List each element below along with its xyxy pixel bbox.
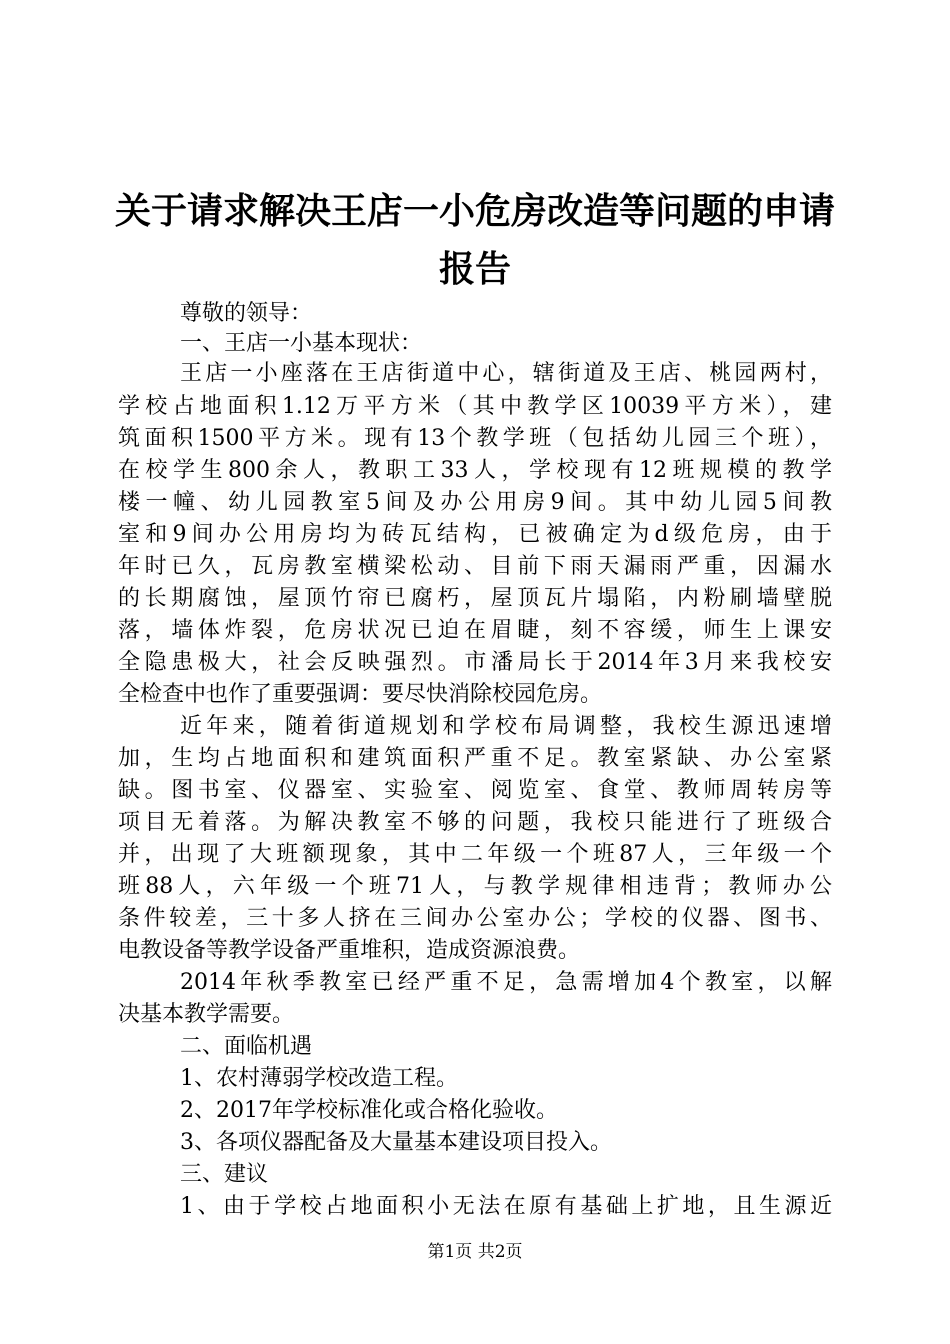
paragraph-line: 落，墙体炸裂，危房状况已迫在眉睫，刻不容缓，师生上课安 bbox=[118, 618, 832, 643]
paragraph-line: 王店一小座落在王店街道中心，辖街道及王店、桃园两村， bbox=[180, 361, 832, 386]
paragraph-line: 全检查中也作了重要强调：要尽快消除校园危房。 bbox=[118, 682, 603, 707]
section-heading-1: 一、王店一小基本现状： bbox=[180, 331, 423, 356]
paragraph-line: 并，出现了大班额现象，其中二年级一个班87人，三年级一个 bbox=[118, 842, 832, 867]
paragraph-line: 缺。图书室、仪器室、实验室、阅览室、食堂、教师周转房等 bbox=[118, 778, 832, 803]
paragraph-line: 项目无着落。为解决教室不够的问题，我校只能进行了班级合 bbox=[118, 810, 832, 835]
paragraph-line: 室和9间办公用房均为砖瓦结构，已被确定为d级危房，由于 bbox=[118, 522, 832, 547]
paragraph-line: 2014年秋季教室已经严重不足，急需增加4个教室，以解 bbox=[180, 970, 832, 995]
paragraph-line: 学校占地面积1.12万平方米（其中教学区10039平方米），建 bbox=[118, 394, 832, 419]
list-item: 1、由于学校占地面积小无法在原有基础上扩地，且生源近 bbox=[180, 1194, 832, 1219]
paragraph-line: 近年来，随着街道规划和学校布局调整，我校生源迅速增 bbox=[180, 714, 832, 739]
paragraph-line: 全隐患极大，社会反映强烈。市潘局长于2014年3月来我校安 bbox=[118, 650, 832, 675]
section-heading-2: 二、面临机遇 bbox=[180, 1034, 313, 1059]
paragraph-line: 条件较差，三十多人挤在三间办公室办公；学校的仪器、图书、 bbox=[118, 906, 832, 931]
salutation: 尊敬的领导： bbox=[180, 301, 313, 326]
document-title-line-1: 关于请求解决王店一小危房改造等问题的申请 bbox=[114, 191, 835, 232]
page-footer: 第1页 共2页 bbox=[427, 1242, 523, 1262]
paragraph-line: 班88人，六年级一个班71人，与教学规律相违背；教师办公 bbox=[118, 874, 832, 899]
paragraph-line: 在校学生800余人，教职工33人，学校现有12班规模的教学 bbox=[118, 458, 832, 483]
paragraph-line: 年时已久，瓦房教室横梁松动、目前下雨天漏雨严重，因漏水 bbox=[118, 554, 832, 579]
document-title-line-2: 报告 bbox=[438, 249, 511, 290]
list-item: 1、农村薄弱学校改造工程。 bbox=[180, 1066, 458, 1091]
paragraph-line: 筑面积1500平方米。现有13个教学班（包括幼儿园三个班）， bbox=[118, 426, 832, 451]
paragraph-line: 决基本教学需要。 bbox=[118, 1002, 295, 1027]
list-item: 3、各项仪器配备及大量基本建设项目投入。 bbox=[180, 1130, 612, 1155]
paragraph-line: 加，生均占地面积和建筑面积严重不足。教室紧缺、办公室紧 bbox=[118, 746, 832, 771]
section-heading-3: 三、建议 bbox=[180, 1162, 269, 1187]
paragraph-line: 的长期腐蚀，屋顶竹帘已腐朽，屋顶瓦片塌陷，内粉刷墙壁脱 bbox=[118, 586, 832, 611]
paragraph-line: 楼一幢、幼儿园教室5间及办公用房9间。其中幼儿园5间教 bbox=[118, 490, 832, 515]
list-item: 2、2017年学校标准化或合格化验收。 bbox=[180, 1098, 558, 1123]
paragraph-line: 电教设备等教学设备严重堆积，造成资源浪费。 bbox=[118, 938, 581, 963]
